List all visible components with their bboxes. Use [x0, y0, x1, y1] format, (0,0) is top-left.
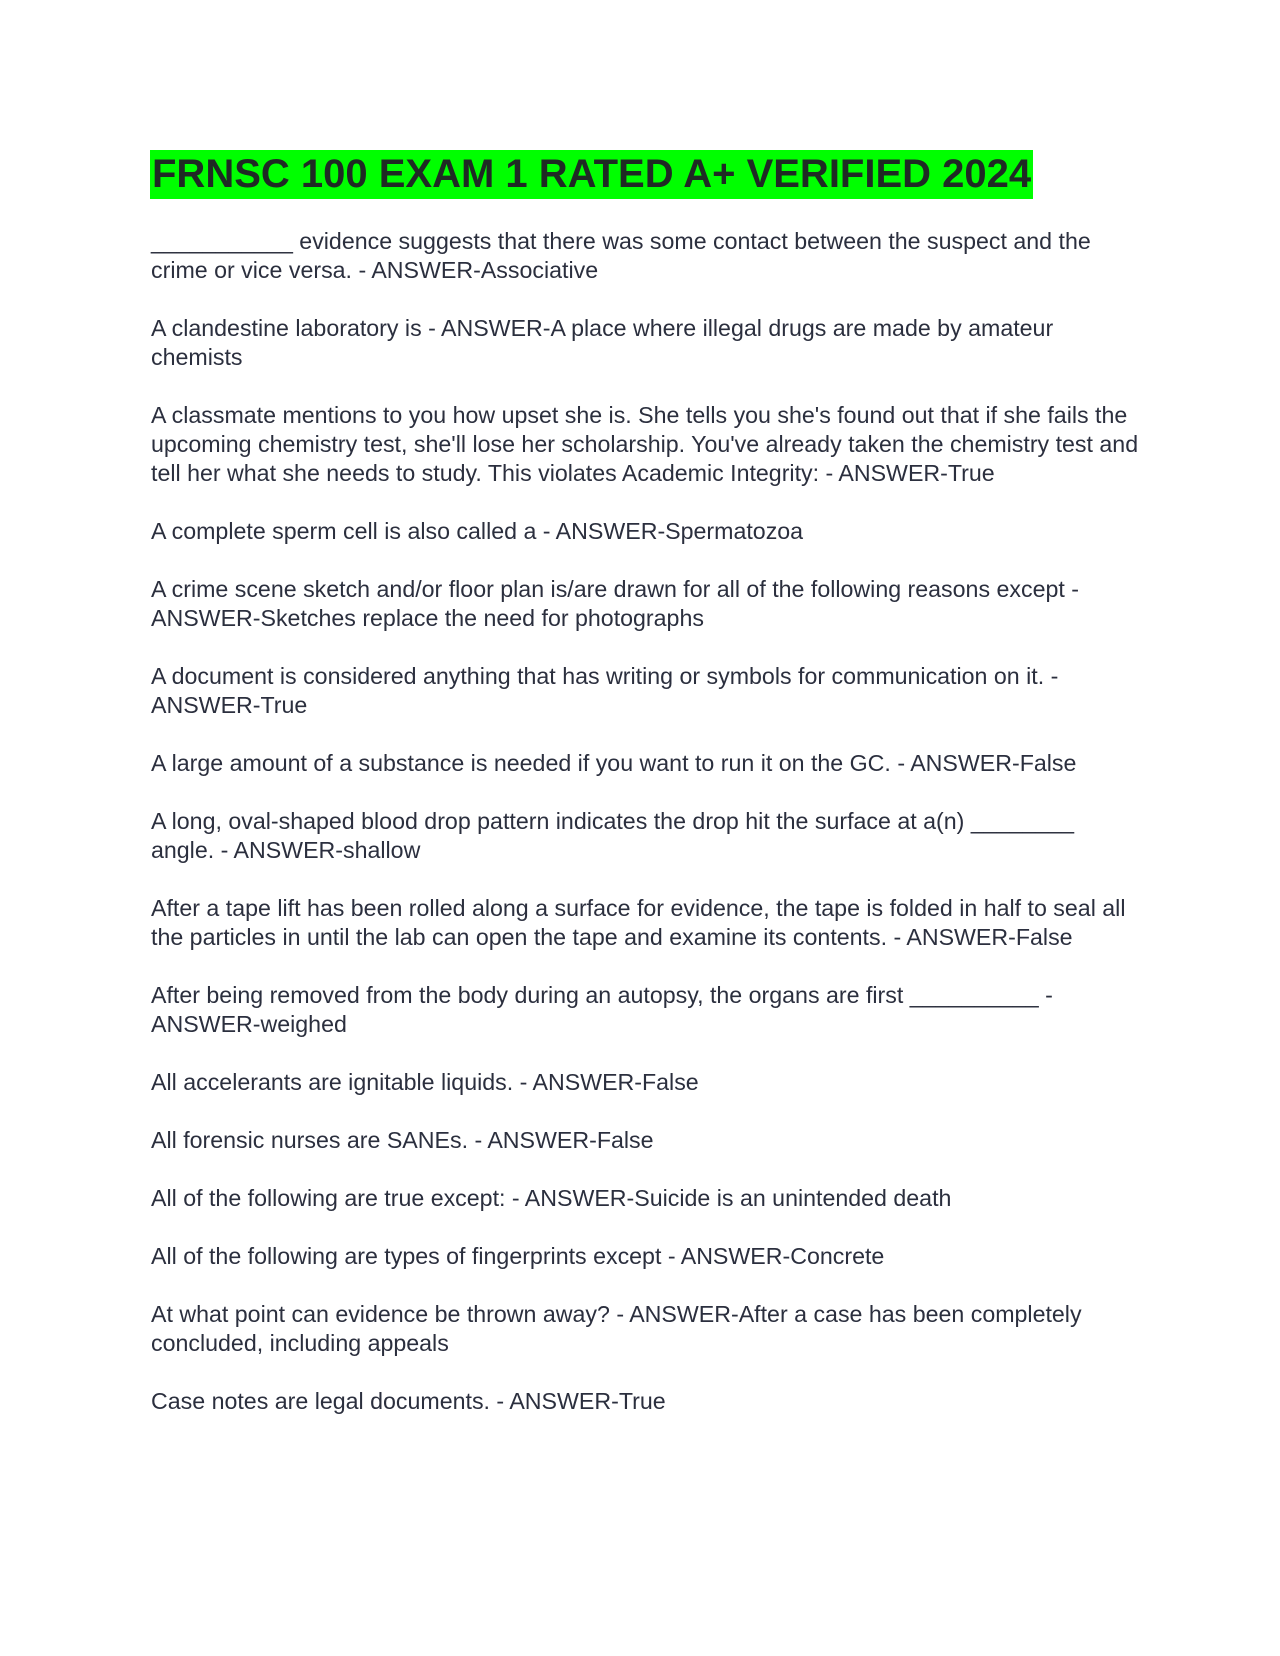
question-list — [151, 227, 1141, 1445]
question-answer-15: At what point can evidence be thrown away? - ANSWER-After a case has been completely concluded, including appeals — [151, 1301, 1082, 1356]
document-title: FRNSC 100 EXAM 1 RATED A+ VERIFIED 2024 — [150, 150, 1033, 199]
question-answer-14: All of the following are types of fingerprints except - ANSWER-Concrete — [151, 1243, 885, 1269]
question-answer-9: After a tape lift has been rolled along a surface for evidence, the tape is folded in half to seal all the particles in until the lab can open the tape and examine its contents. - ANSWER-False — [151, 895, 1126, 950]
question-answer-4: A complete sperm cell is also called a - ANSWER-Spermatozoa — [151, 518, 804, 544]
question-answer-3: A classmate mentions to you how upset she is. She tells you she's found out that if she fails the upcoming chemistry test, she'll lose her scholarship. You've already taken the chemistry test and tell her what she needs to study. This violates Academic Integrity: - ANSWER-True — [151, 402, 1139, 486]
question-answer-16: Case notes are legal documents. - ANSWER-True — [151, 1388, 666, 1414]
question-answer-13: All of the following are true except: - ANSWER-Suicide is an unintended death — [151, 1185, 952, 1211]
question-answer-5: A crime scene sketch and/or floor plan is/are drawn for all of the following reasons except - ANSWER-Sketches replace the need for photographs — [151, 576, 1079, 631]
question-answer-12: All forensic nurses are SANEs. - ANSWER-False — [151, 1127, 654, 1153]
question-answer-1: ___________ evidence suggests that there was some contact between the suspect and the crime or vice versa. - ANSWER-Associative — [151, 228, 1091, 283]
question-answer-11: All accelerants are ignitable liquids. - ANSWER-False — [151, 1069, 699, 1095]
question-answer-6: A document is considered anything that has writing or symbols for communication on it. - ANSWER-True — [151, 663, 1059, 718]
question-answer-10: After being removed from the body during an autopsy, the organs are first __________ - ANSWER-weighed — [151, 982, 1053, 1037]
question-answer-7: A large amount of a substance is needed if you want to run it on the GC. - ANSWER-False — [151, 750, 1077, 776]
question-answer-8: A long, oval-shaped blood drop pattern indicates the drop hit the surface at a(n) ________ angle. - ANSWER-shallow — [151, 808, 1074, 863]
question-answer-2: A clandestine laboratory is - ANSWER-A place where illegal drugs are made by amateur chemists — [151, 315, 1054, 370]
